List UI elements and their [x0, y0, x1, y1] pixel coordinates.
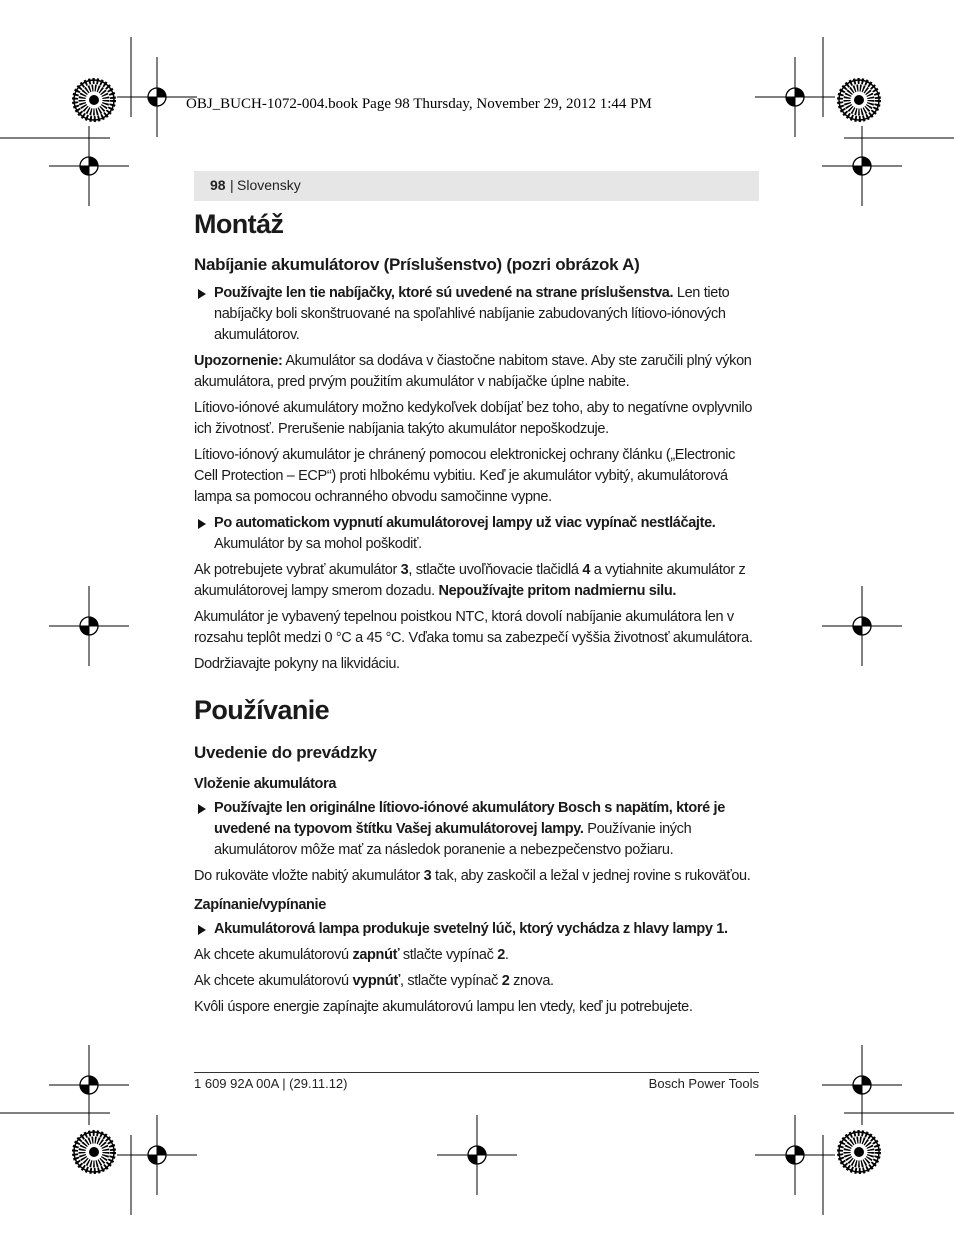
- heading-montaz: Montáž: [194, 209, 284, 239]
- bullet-arrow-icon: [198, 289, 206, 299]
- print-slug: OBJ_BUCH-1072-004.book Page 98 Thursday, November 29, 2012 1:44 PM: [186, 96, 652, 112]
- page-number: 98: [210, 177, 226, 193]
- footer-divider: [194, 1072, 759, 1073]
- bullet-arrow-icon: [198, 925, 206, 935]
- paragraph-remove-battery: Ak potrebujete vybrať akumulátor 3, stlačte uvoľňovacie tlačidlá 4 a vytiahnite akumulátor z akumulátorovej lampy smerom dozadu. Nepoužívajte pritom nadmiernu silu.: [194, 562, 746, 599]
- subheading-startup: Uvedenie do prevádzky: [194, 743, 377, 762]
- paragraph-note: Upozornenie: Akumulátor sa dodáva v čiastočne nabitom stave. Aby ste zaručili plný výkon akumulátora, pred prvým použitím akumulátor v nabíjačke úplne nabite.: [194, 353, 752, 390]
- paragraph-energy-saving: Kvôli úspore energie zapínajte akumulátorovú lampu len vtedy, keď ju potrebujete.: [194, 999, 693, 1015]
- header-section: Slovensky: [237, 177, 301, 193]
- bullet-auto-off: Po automatickom vypnutí akumulátorovej lampy už viac vypínač nestláčajte. Akumulátor by sa mohol poškodiť.: [194, 513, 759, 555]
- paragraph-switch-off: Ak chcete akumulátorovú vypnúť, stlačte vypínač 2 znova.: [194, 973, 554, 989]
- subheading-on-off: Zapínanie/vypínanie: [194, 897, 326, 913]
- heading-pouzivanie: Používanie: [194, 695, 330, 725]
- subheading-insert-battery: Vloženie akumulátora: [194, 776, 337, 792]
- paragraph-switch-on: Ak chcete akumulátorovú zapnúť stlačte vypínač 2.: [194, 947, 509, 963]
- paragraph-recharge: Lítiovo-iónové akumulátory možno kedykoľvek dobíjať bez toho, aby to negatívne ovplyvnilo ich životnosť. Prerušenie nabíjania takýto akumulátor nepoškodzuje.: [194, 400, 753, 437]
- paragraph-disposal: Dodržiavajte pokyny na likvidáciu.: [194, 656, 400, 672]
- paragraph-ntc: Akumulátor je vybavený tepelnou poistkou NTC, ktorá dovolí nabíjanie akumulátora len v rozsahu teplôt medzi 0 °C a 45 °C. Vďaka tomu sa zabezpečí vyššia životnosť akumulátora.: [194, 609, 753, 646]
- footer-brand: Bosch Power Tools: [648, 1076, 759, 1091]
- bullet-arrow-icon: [198, 519, 206, 529]
- subheading-charging: Nabíjanie akumulátorov (Príslušenstvo) (pozri obrázok A): [194, 255, 640, 274]
- bullet-light-beam: Akumulátorová lampa produkuje svetelný lúč, ktorý vychádza z hlavy lampy 1.: [194, 919, 759, 940]
- page-header: [194, 171, 759, 201]
- bullet-arrow-icon: [198, 804, 206, 814]
- header-separator: |: [230, 177, 234, 193]
- paragraph-ecp: Lítiovo-iónový akumulátor je chránený pomocou elektronickej ochrany článku („Electronic Cell Protection – ECP“) proti hlbokému vybitiu. Keď je akumulátor vybitý, akumulátorová lampa sa pomocou ochranného obvodu samočinne vypne.: [194, 447, 735, 505]
- page-content: [194, 205, 759, 1018]
- bullet-original-batteries: Používajte len originálne lítiovo-iónové akumulátory Bosch s napätím, ktoré je uvedené na typovom štítku Vašej akumulátorovej lampy. Používanie iných akumulátorov môže mať za následok poranenie a nebezpečenstvo požiaru.: [194, 798, 759, 861]
- paragraph-insert: Do rukoväte vložte nabitý akumulátor 3 tak, aby zaskočil a ležal v jednej rovine s rukoväťou.: [194, 868, 751, 884]
- footer-doc-number: 1 609 92A 00A | (29.11.12): [194, 1076, 348, 1091]
- bullet-chargers: Používajte len tie nabíjačky, ktoré sú uvedené na strane príslušenstva. Len tieto nabíjačky boli skonštruované na spoľahlivé nabíjanie zabudovaných lítiovo-iónových akumulátorov.: [194, 283, 759, 346]
